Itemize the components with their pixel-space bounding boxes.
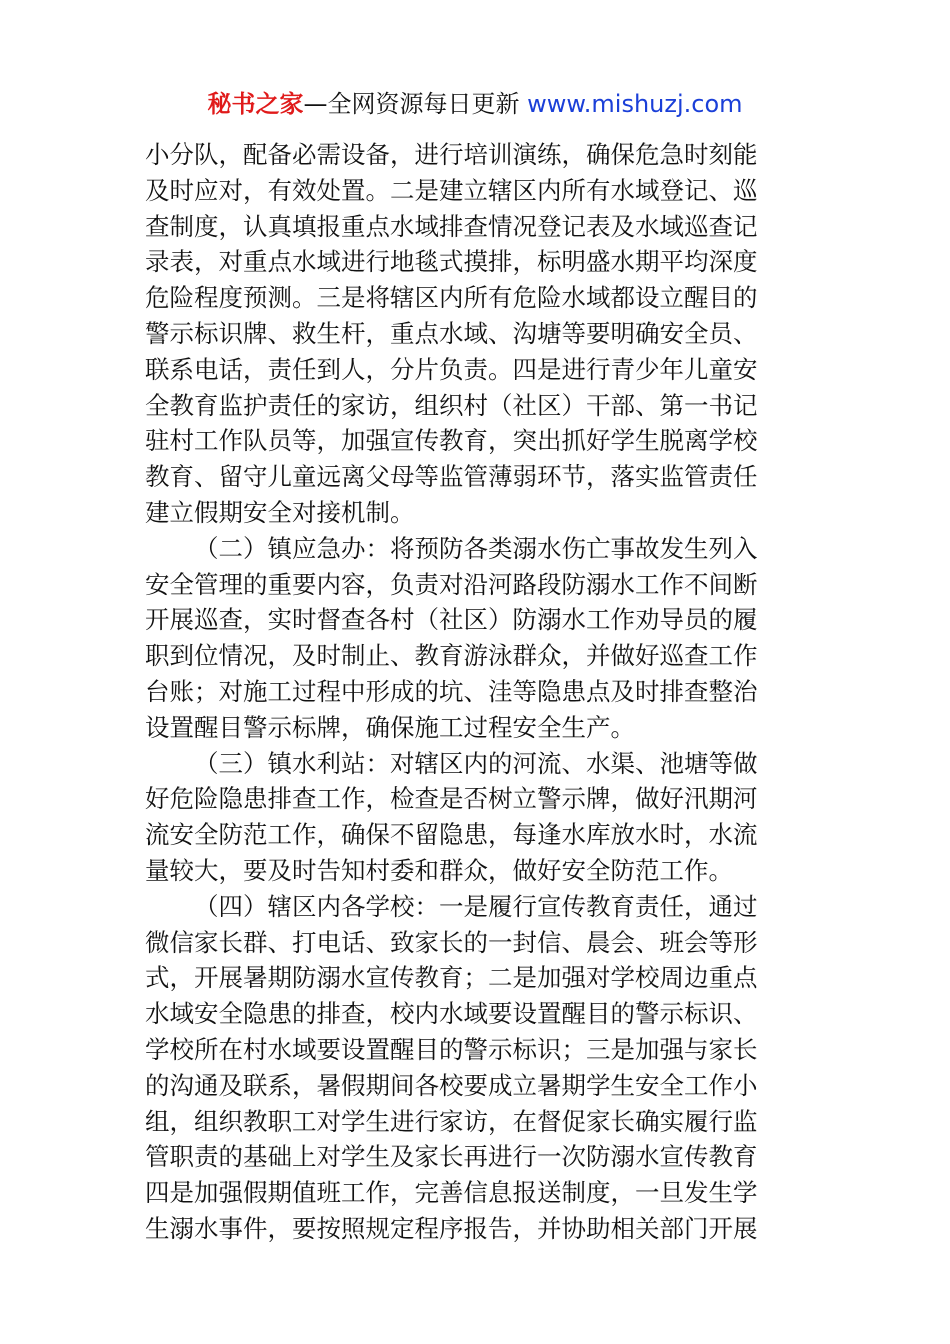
text-line: 全教育监护责任的家访，组织村（社区）干部、第一书记 bbox=[145, 390, 758, 420]
text-line: 录表，对重点水域进行地毯式摸排，标明盛水期平均深度 bbox=[145, 247, 758, 277]
text-line: 小分队，配备必需设备，进行培训演练，确保危急时刻能 bbox=[145, 140, 758, 169]
text-line: 组，组织教职工对学生进行家访，在督促家长确实履行监 bbox=[145, 1106, 758, 1136]
text-line: 开展巡查，实时督查各村（社区）防溺水工作劝导员的履 bbox=[145, 605, 758, 635]
text-line: 流安全防范工作，确保不留隐患，每逢水库放水时，水流 bbox=[145, 820, 758, 850]
text-line: 安全管理的重要内容，负责对沿河路段防溺水工作不间断 bbox=[145, 569, 758, 599]
paragraph-start-line: （二）镇应急办：将预防各类溺水伤亡事故发生列入 bbox=[194, 533, 758, 563]
text-line: 及时应对，有效处置。二是建立辖区内所有水域登记、巡 bbox=[145, 175, 758, 205]
text-line: 联系电话，责任到人，分片负责。四是进行青少年儿童安 bbox=[145, 354, 758, 384]
text-line: 危险程度预测。三是将辖区内所有危险水域都设立醒目的 bbox=[145, 283, 758, 313]
text-line: 微信家长群、打电话、致家长的一封信、晨会、班会等形 bbox=[145, 927, 758, 957]
text-line: 好危险隐患排查工作，检查是否树立警示牌，做好汛期河 bbox=[145, 784, 758, 814]
text-line: 管职责的基础上对学生及家长再进行一次防溺水宣传教育 bbox=[145, 1142, 758, 1172]
text-line: 的沟通及联系，暑假期间各校要成立暑期学生安全工作小 bbox=[145, 1070, 758, 1100]
text-line: 设置醒目警示标牌，确保施工过程安全生产。 bbox=[145, 712, 635, 742]
text-line: 式，开展暑期防溺水宣传教育；二是加强对学校周边重点 bbox=[145, 963, 758, 993]
site-url-link[interactable]: www.mishuzj.com bbox=[527, 90, 743, 118]
text-line: 教育、留守儿童远离父母等监管薄弱环节，落实监管责任 bbox=[145, 462, 758, 492]
text-line: 生溺水事件，要按照规定程序报告，并协助相关部门开展 bbox=[145, 1213, 758, 1243]
text-line: 职到位情况，及时制止、教育游泳群众，并做好巡查工作 bbox=[145, 641, 758, 671]
document-body bbox=[145, 137, 807, 1247]
text-line: 量较大，要及时告知村委和群众，做好安全防范工作。 bbox=[145, 855, 733, 885]
text-line: 台账；对施工过程中形成的坑、洼等隐患点及时排查整治 bbox=[145, 676, 758, 706]
paragraph-start-line: （三）镇水利站：对辖区内的河流、水渠、池塘等做 bbox=[194, 748, 758, 778]
text-line: 水域安全隐患的排查，校内水域要设置醒目的警示标识、 bbox=[145, 999, 758, 1029]
header-tagline: —全网资源每日更新 bbox=[303, 90, 528, 118]
text-line: 驻村工作队员等，加强宣传教育，突出抓好学生脱离学校 bbox=[145, 426, 758, 456]
text-line: 警示标识牌、救生杆，重点水域、沟塘等要明确安全员、 bbox=[145, 318, 758, 348]
text-line: 查制度，认真填报重点水域排查情况登记表及水域巡查记 bbox=[145, 211, 758, 241]
site-name: 秘书之家 bbox=[207, 90, 304, 118]
paragraph-start-line: （四）辖区内各学校：一是履行宣传教育责任，通过 bbox=[194, 891, 758, 921]
page-header bbox=[0, 86, 950, 122]
text-line: 四是加强假期值班工作，完善信息报送制度，一旦发生学 bbox=[145, 1178, 758, 1208]
text-line: 建立假期安全对接机制。 bbox=[145, 497, 415, 527]
text-line: 学校所在村水域要设置醒目的警示标识；三是加强与家长 bbox=[145, 1034, 758, 1064]
